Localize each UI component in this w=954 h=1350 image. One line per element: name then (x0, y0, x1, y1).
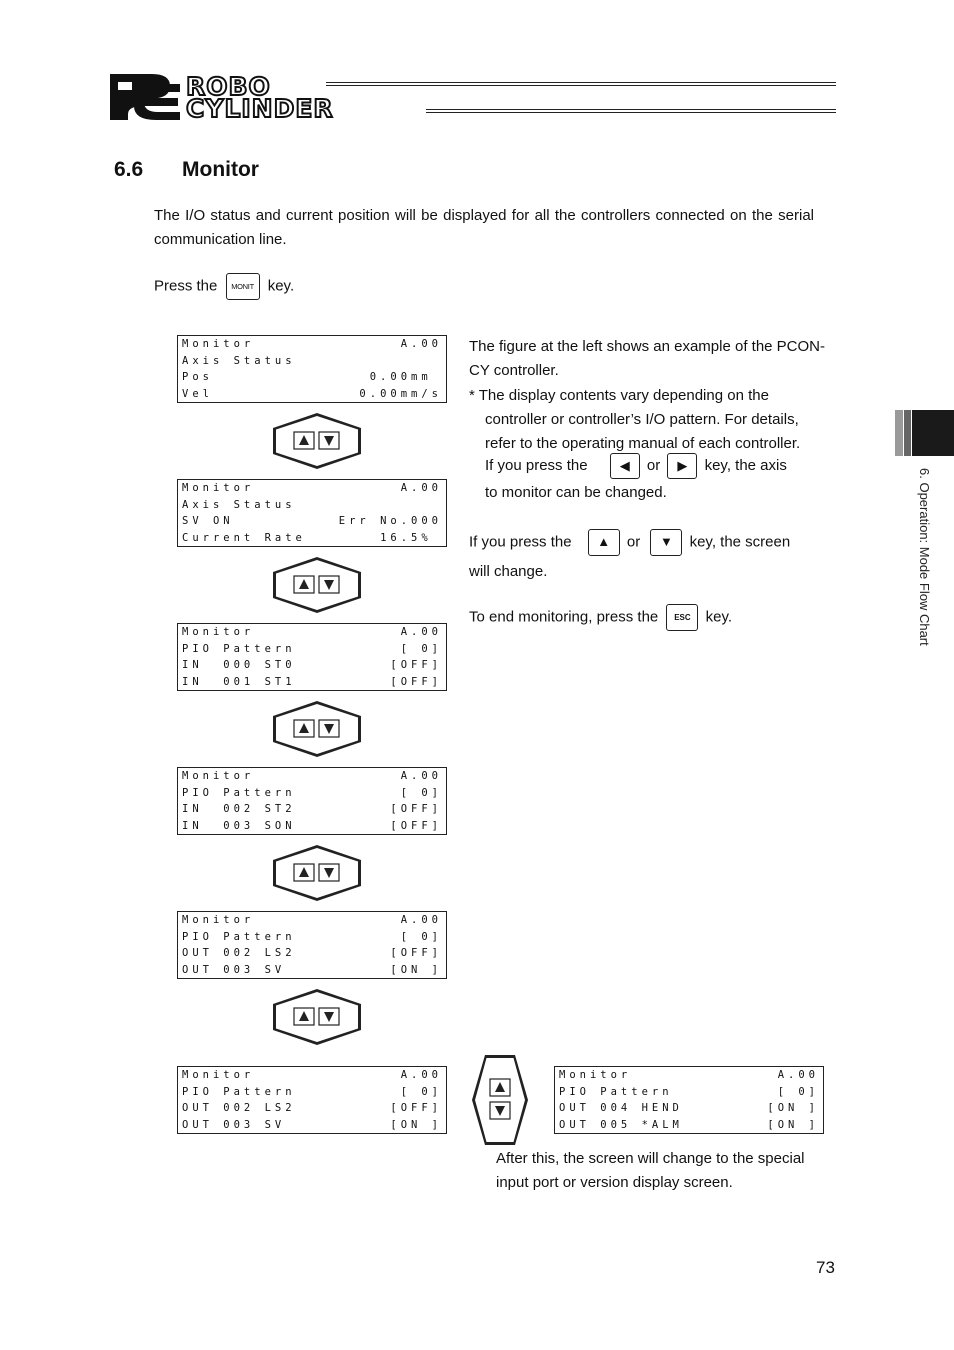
after-note: After this, the screen will change to the special input port or version display screen. (496, 1150, 805, 1191)
lcd-row: OUT 002 LS2 [OFF] (182, 1102, 442, 1114)
lcd-row: Axis Status (182, 354, 296, 367)
up-down-note-cont: will change. (469, 563, 548, 580)
lcd-row: OUT 002 LS2 [OFF] (182, 947, 442, 959)
chapter-tab-marker (912, 410, 954, 456)
figure-note: The figure at the left shows an example of the PCON-CY controller. (469, 338, 826, 379)
header-rule (326, 85, 836, 86)
chapter-tab-marker (904, 410, 911, 456)
press-text: Press the (154, 277, 218, 295)
lcd-row: OUT 003 SV [ON ] (182, 963, 442, 976)
section-number: 6.6 (114, 158, 144, 181)
press-monit-line (154, 273, 294, 300)
lcd-row: Monitor A.00 (182, 482, 442, 494)
header-rule (426, 112, 836, 113)
up-key-icon: ▲ (588, 529, 620, 556)
lcd-row: Vel 0.00mm/s (182, 387, 442, 400)
lcd-row: IN 003 SON [OFF] (182, 819, 442, 832)
lcd-row: PIO Pattern [ 0] (182, 786, 442, 799)
esc-key-icon: ESC (666, 604, 698, 631)
chapter-tab-marker (895, 410, 903, 456)
page-number: 73 (816, 1258, 835, 1277)
lcd-screen-7 (554, 1066, 824, 1134)
lcd-row: Pos 0.00mm (182, 371, 442, 383)
esc-note: To end monitoring, press the ESC key. (469, 604, 732, 631)
intro-paragraph: The I/O status and current position will be displayed for all the controllers connected on the serial communication line. (154, 207, 814, 248)
section-title (114, 158, 259, 182)
lcd-screen-4 (177, 767, 447, 835)
left-right-note-cont: to monitor can be changed. (485, 484, 667, 501)
lcd-screen-6 (177, 1066, 447, 1134)
lcd-screen-5 (177, 911, 447, 979)
lcd-screen-1 (177, 335, 447, 403)
header-rule (426, 109, 836, 110)
lcd-row: Monitor A.00 (182, 626, 442, 638)
lcd-row: SV ON Err No.000 (182, 515, 442, 527)
lcd-row: Axis Status (182, 498, 296, 511)
lcd-row: IN 002 ST2 [OFF] (182, 803, 442, 815)
updown-arrow-icon (272, 556, 362, 614)
lcd-row: PIO Pattern [ 0] (182, 1085, 442, 1098)
lcd-row: Monitor A.00 (182, 770, 442, 782)
updown-arrow-icon (272, 844, 362, 902)
lcd-row: PIO Pattern [ 0] (182, 642, 442, 655)
leftright-connector-icon (471, 1054, 529, 1146)
lcd-row: Monitor A.00 (559, 1069, 819, 1081)
lcd-row: PIO Pattern [ 0] (182, 930, 442, 943)
updown-arrow-icon (272, 988, 362, 1046)
rc-logo-icon (108, 72, 180, 122)
lcd-screen-3 (177, 623, 447, 691)
lcd-row: OUT 005 *ALM [ON ] (559, 1118, 819, 1131)
down-key-icon: ▼ (650, 529, 682, 556)
logo-word-robo: ROBO (186, 72, 271, 101)
right-key-icon: ▶ (667, 453, 697, 479)
lcd-row: PIO Pattern [ 0] (559, 1085, 819, 1098)
left-right-note: If you press the ◀ or ▶ key, the axis (485, 453, 835, 479)
logo-word-cylinder: CYLINDER (186, 94, 334, 123)
section-heading: Monitor (182, 158, 259, 181)
lcd-row: Current Rate 16.5% (182, 531, 442, 544)
updown-arrow-icon (272, 700, 362, 758)
up-down-note: If you press the ▲ or ▼ key, the screen (469, 529, 829, 556)
lcd-row: IN 000 ST0 [OFF] (182, 659, 442, 671)
lcd-screen-2 (177, 479, 447, 547)
asterisk-note: * The display contents vary depending on the controller or controller’s I/O pattern. For details, refer to the operating manual of each controller. (469, 387, 801, 452)
chapter-side-label: 6. Operation: Mode Flow Chart (917, 468, 932, 646)
lcd-row: Monitor A.00 (182, 1069, 442, 1081)
header-rule (326, 82, 836, 83)
press-after-text: key. (267, 277, 295, 295)
left-key-icon: ◀ (610, 453, 640, 479)
lcd-row: OUT 003 SV [ON ] (182, 1118, 442, 1131)
updown-arrow-icon (272, 412, 362, 470)
lcd-row: Monitor A.00 (182, 338, 442, 350)
lcd-row: IN 001 ST1 [OFF] (182, 675, 442, 688)
lcd-row: Monitor A.00 (182, 914, 442, 926)
robo-cylinder-logo (108, 72, 838, 124)
lcd-row: OUT 004 HEND [ON ] (559, 1102, 819, 1114)
monit-key-icon: MONIT (226, 273, 260, 300)
